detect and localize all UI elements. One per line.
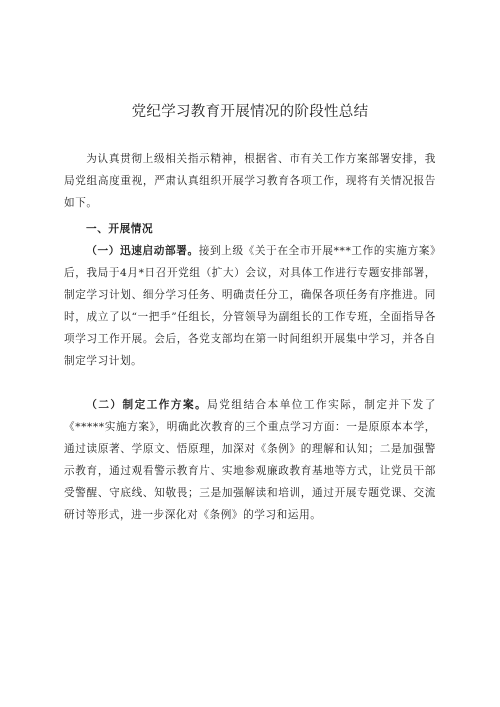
section-heading-1: 一、开展情况 bbox=[86, 223, 154, 235]
item-1-text: 接到上级《关于在全市开展***工作的实施方案》后，我局于4月*日召开党组（扩大）会议，对具体工作进行专题安排部署，制定学习计划、细分学习任务、明确责任分工，确保各项任务有序推进。同时，成立了以“一把手”任组长，分管领导为副组长的工作专班，全面指导各项学习工作开展。会后，各党支部均在第一时间组织开展集中学习，并各自制定学习计划。 bbox=[64, 245, 436, 367]
item-2-lead: （二）制定工作方案。 bbox=[86, 399, 208, 411]
item-2-paragraph bbox=[64, 394, 436, 526]
item-1-lead: （一）迅速启动部署。 bbox=[86, 245, 199, 257]
item-1-paragraph bbox=[64, 240, 436, 372]
intro-paragraph: 为认真贯彻上级相关指示精神，根据省、市有关工作方案部署安排，我局党组高度重视，严肃认真组织开展学习教育各项工作，现将有关情况报告如下。 bbox=[64, 153, 436, 209]
document-title: 党纪学习教育开展情况的阶段性总结 bbox=[131, 104, 369, 120]
item-2-text: 局党组结合本单位工作实际，制定并下发了《*****实施方案》，明确此次教育的三个重点学习方面：一是原原本本学，通过读原著、学原文、悟原理，加深对《条例》的理解和认知；二是加强警示教育，通过观看警示教育片、实地参观廉政教育基地等方式，让党员干部受警醒、守底线、知敬畏；三是加强解读和培训，通过开展专题党课、交流研讨等形式，进一步深化对《条例》的学习和运用。 bbox=[64, 399, 437, 521]
